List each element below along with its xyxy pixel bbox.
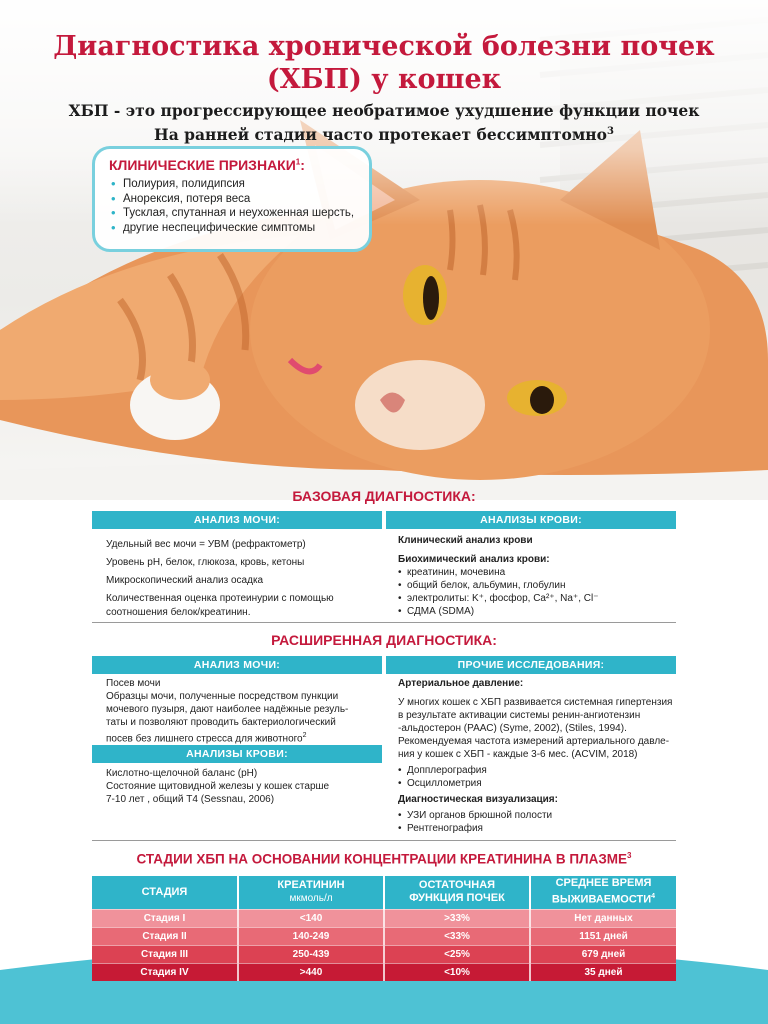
table-cell-residual: <25% (384, 945, 530, 963)
text-line: посев без лишнего стресса для животного$^2$ (106, 732, 307, 745)
basic-diagnostics-title: БАЗОВАЯ ДИАГНОСТИКА: (292, 488, 476, 504)
col-stage: СТАДИЯ (92, 876, 238, 909)
list-item-continuation: • другие неспецифические симптомы (109, 221, 359, 236)
list-item: • общий белок, альбумин, глобулин (398, 579, 676, 592)
table-cell-survival: 679 дней (530, 945, 676, 963)
table-cell-creat: 250-439 (238, 945, 384, 963)
list-item: • электролиты: K⁺, фосфор, Ca²⁺, Na⁺, Cl⁻ (398, 592, 676, 605)
basic-blood-list (398, 534, 676, 618)
extended-urine-header: АНАЛИЗ МОЧИ: (92, 656, 382, 674)
text-line: ния у кошек с ХБП - каждые 3-6 мес. (ACVIM, 2018) (398, 749, 638, 760)
table-cell-stage: Стадия I (92, 909, 238, 927)
text-line: Состояние щитовидной железы у кошек старше (106, 781, 330, 792)
text-line: Кислотно-щелочной баланс (pH) (106, 768, 258, 779)
page-subtitle: ХБП - это прогрессирующее необратимое ухудшение функции почек На ранней стадии часто протекает бессимптомно$^3$ (68, 101, 700, 145)
table-cell-survival: Нет данных (530, 909, 676, 927)
list-item: Микроскопический анализ осадка (106, 575, 264, 586)
table-row (92, 963, 676, 981)
table-cell-stage: Стадия IV (92, 963, 238, 981)
list-item: • креатинин, мочевина (398, 566, 676, 579)
imaging-title: Диагностическая визуализация: (398, 794, 558, 805)
table-row (92, 945, 676, 963)
stages-title: СТАДИИ ХБП НА ОСНОВАНИИ КОНЦЕНТРАЦИИ КРЕАТИНИНА В ПЛАЗМЕ$^3$ (136, 851, 632, 867)
text-line: Рекомендуемая частота измерений артериального давле- (398, 736, 670, 747)
col-residual-function: ОСТАТОЧНАЯ ФУНКЦИЯ ПОЧЕК (384, 876, 530, 909)
text-line: таты и позволяют проводить бактериологический (106, 717, 336, 728)
table-cell-creat: 140-249 (238, 927, 384, 945)
extended-other-header: ПРОЧИЕ ИССЛЕДОВАНИЯ: (386, 656, 676, 674)
col-creatinine: КРЕАТИНИН мкмоль/л (238, 876, 384, 909)
list-item: • Допплерография (398, 764, 680, 777)
text-line: мочевого пузыря, дают наиболее надёжные резуль- (106, 704, 349, 715)
list-item: • Осциллометрия (398, 777, 680, 790)
table-cell-residual: <33% (384, 927, 530, 945)
extended-blood-header: АНАЛИЗЫ КРОВИ: (92, 745, 382, 763)
list-item: Количественная оценка протеинурии с помощью (106, 593, 334, 604)
basic-urine-list (106, 536, 382, 620)
table-cell-survival: 35 дней (530, 963, 676, 981)
extended-urine-text (106, 677, 382, 745)
table-row (92, 927, 676, 945)
text-line: Образцы мочи, полученные посредством пункции (106, 691, 339, 702)
table-cell-creat: >440 (238, 963, 384, 981)
text-line: У многих кошек с ХБП развивается системная гипертензия (398, 697, 673, 708)
list-item: • СДМА (SDMA) (398, 605, 676, 618)
list-item: Удельный вес мочи = УВМ (рефрактометр) (106, 539, 306, 550)
stages-table (92, 876, 676, 981)
extended-other-text (398, 677, 680, 835)
list-item: Уровень pH, белок, глюкоза, кровь, кетоны (106, 557, 305, 568)
list-item: • Анорексия, потеря веса (109, 192, 359, 207)
extended-blood-text (106, 767, 382, 806)
blood-clinical-label: Клинический анализ крови (398, 535, 533, 546)
list-item: • УЗИ органов брюшной полости (398, 809, 680, 822)
list-item: • Полиурия, полидипсия (109, 177, 359, 192)
clinical-signs-title: КЛИНИЧЕСКИЕ ПРИЗНАКИ$^1$: (109, 157, 305, 173)
basic-urine-header: АНАЛИЗ МОЧИ: (92, 511, 382, 529)
table-cell-residual: <10% (384, 963, 530, 981)
col-survival: СРЕДНЕЕ ВРЕМЯ ВЫЖИВАЕМОСТИ$^4$ (530, 876, 676, 909)
table-cell-residual: >33% (384, 909, 530, 927)
text-line: -альдостерон (РААС) (Syme, 2002), (Stiles, 1994). (398, 723, 627, 734)
blood-pressure-title: Артериальное давление: (398, 678, 524, 689)
list-item: • Рентгенография (398, 822, 680, 835)
blood-biochem-label: Биохимический анализ крови: (398, 554, 550, 565)
clinical-signs-box (92, 146, 372, 252)
table-cell-stage: Стадия III (92, 945, 238, 963)
text-line: 7-10 лет , общий Т4 (Sessnau, 2006) (106, 794, 275, 805)
basic-blood-header: АНАЛИЗЫ КРОВИ: (386, 511, 676, 529)
table-cell-stage: Стадия II (92, 927, 238, 945)
divider (92, 622, 676, 623)
text-line: Посев мочи (106, 678, 161, 689)
table-cell-survival: 1151 дней (530, 927, 676, 945)
list-item: соотношения белок/креатинин. (106, 607, 251, 618)
extended-diagnostics-title: РАСШИРЕННАЯ ДИАГНОСТИКА: (271, 632, 497, 648)
table-header-row (92, 876, 676, 909)
list-item: • Тусклая, спутанная и неухоженная шерсть, (109, 206, 359, 221)
page-title: Диагностика хронической болезни почек (ХБП) у кошек (53, 31, 715, 95)
text-line: в результате активации системы ренин-ангиотензин (398, 710, 641, 721)
divider (92, 840, 676, 841)
clinical-signs-list (109, 177, 359, 235)
table-cell-creat: <140 (238, 909, 384, 927)
table-row (92, 909, 676, 927)
